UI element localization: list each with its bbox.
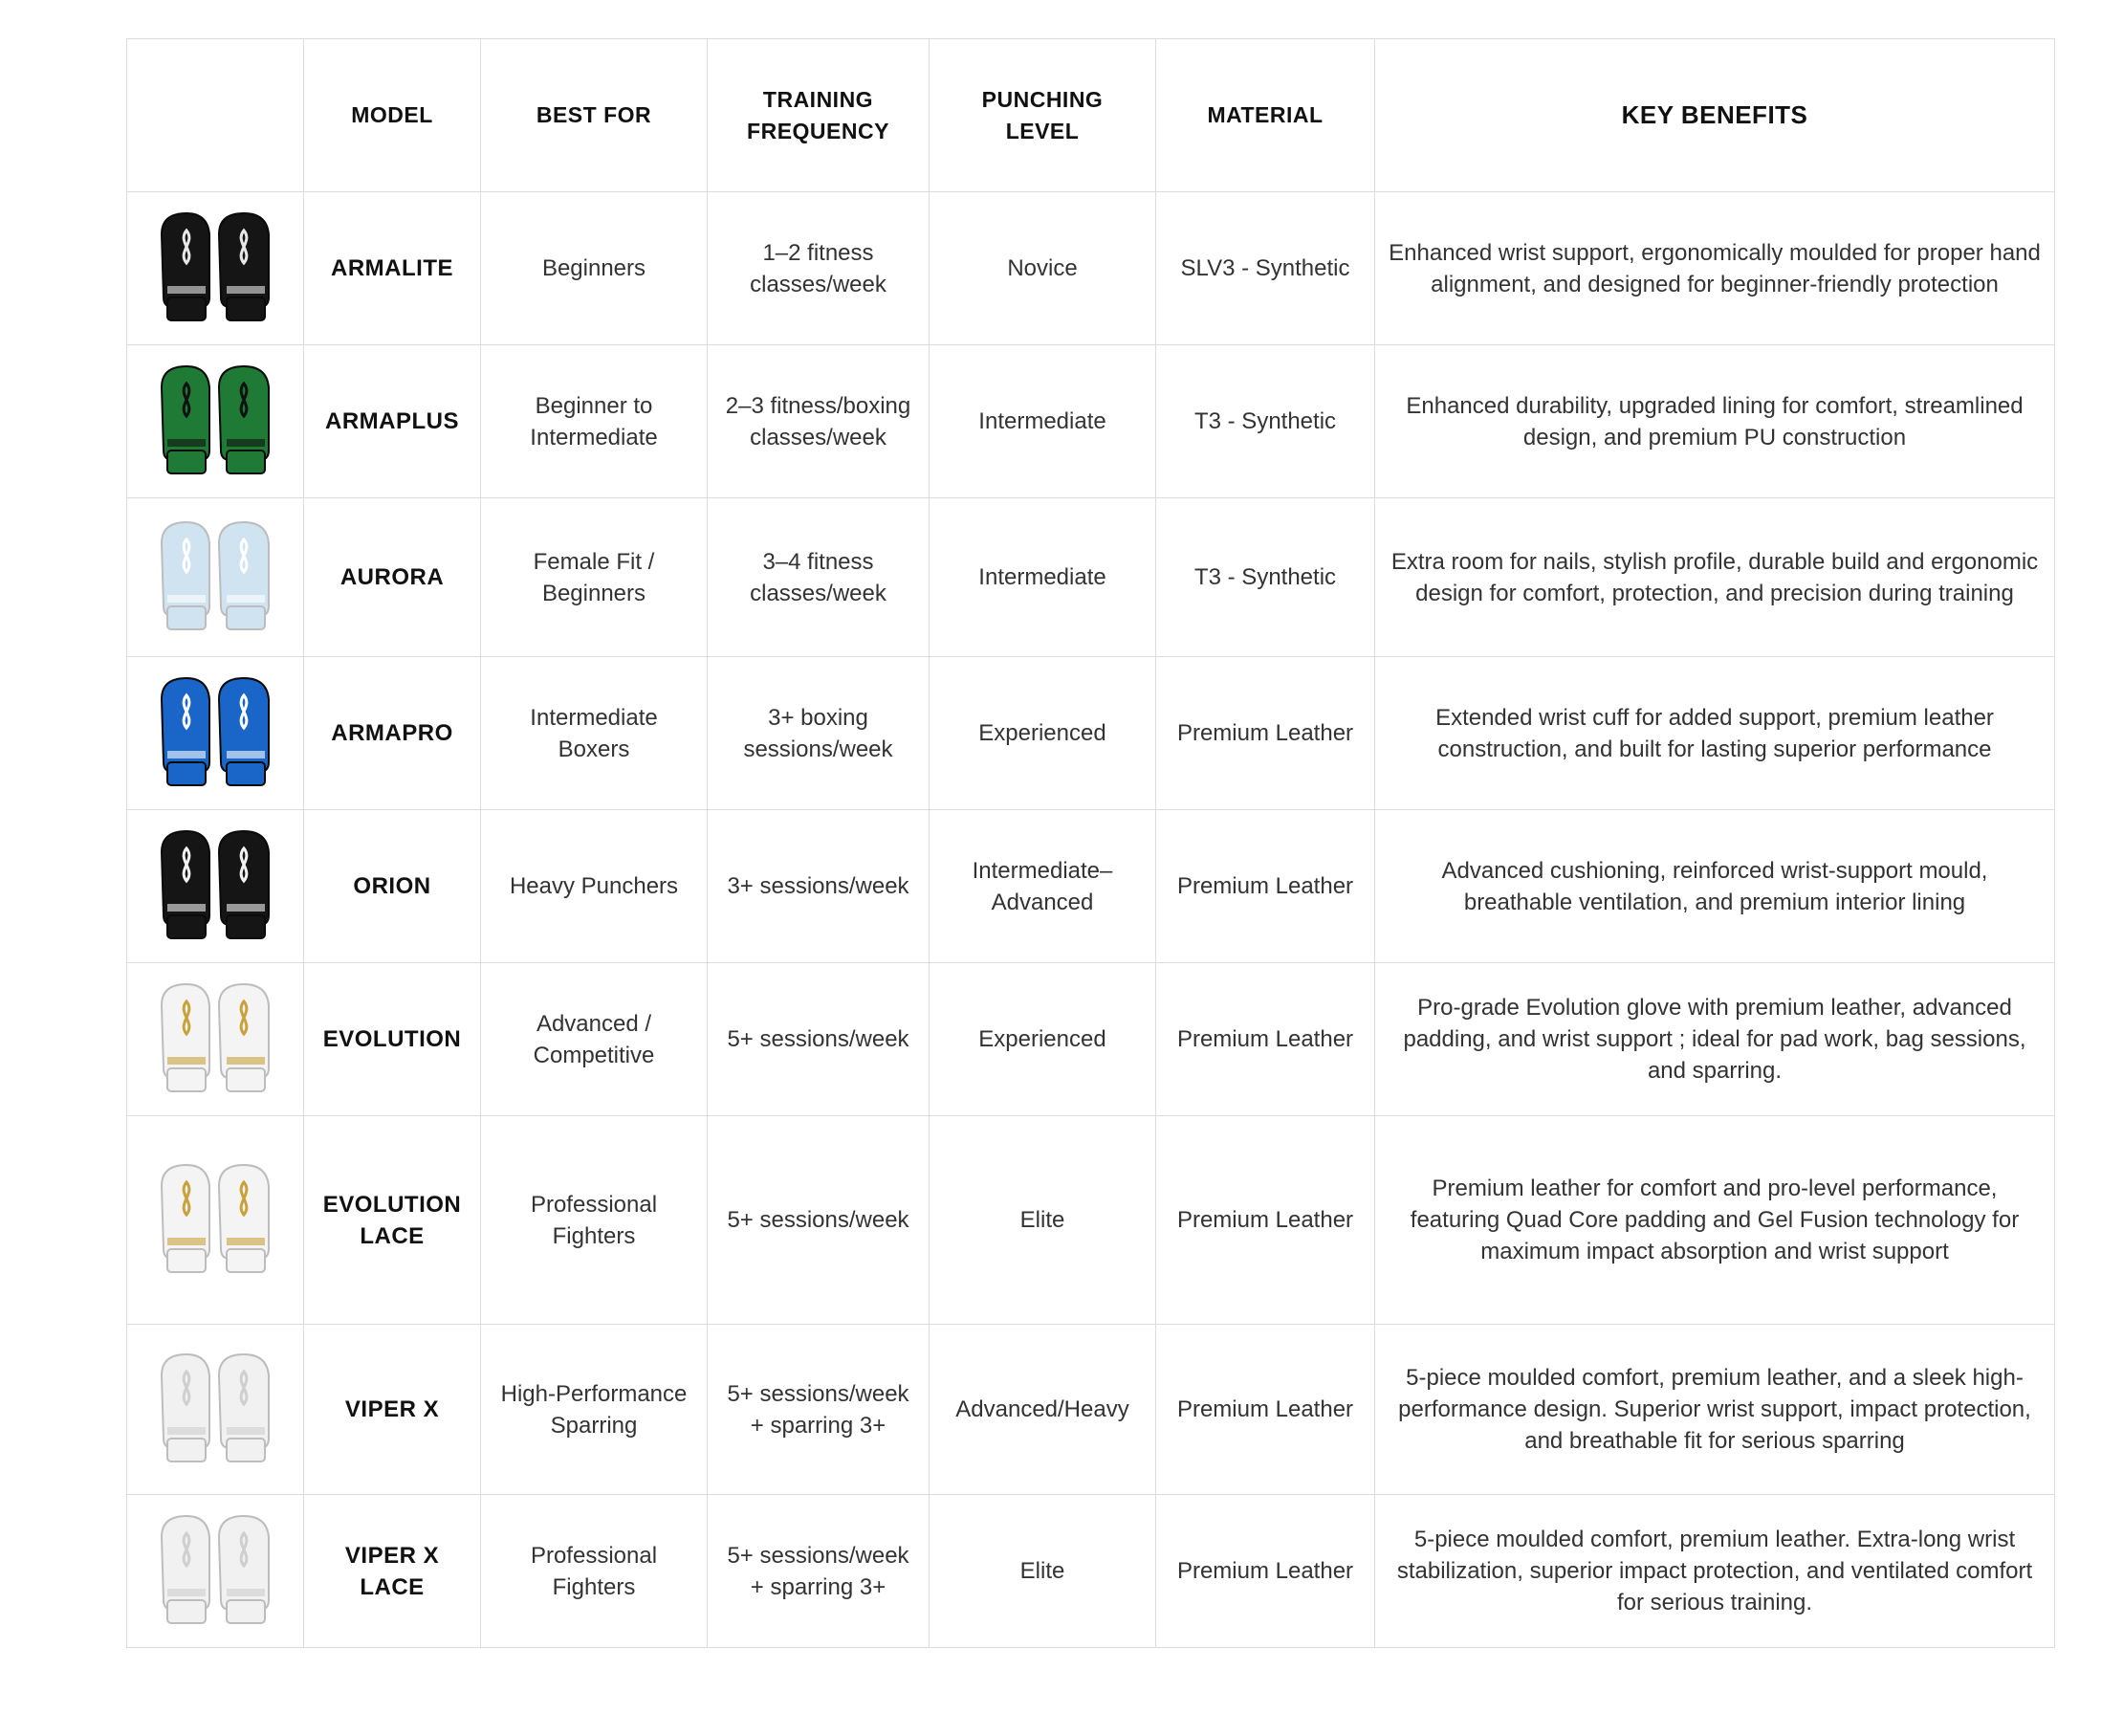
best-for-cell: Intermediate Boxers — [481, 657, 708, 810]
punching-level-cell: Intermediate — [930, 345, 1156, 498]
training-frequency-cell: 3+ boxing sessions/week — [708, 657, 930, 810]
table-row — [127, 963, 2055, 1116]
material-cell: Premium Leather — [1156, 1495, 1375, 1648]
header-key-benefits: KEY BENEFITS — [1375, 39, 2055, 192]
best-for-cell: Professional Fighters — [481, 1495, 708, 1648]
header-row — [127, 39, 2055, 192]
punching-level-cell: Advanced/Heavy — [930, 1325, 1156, 1495]
material-cell: Premium Leather — [1156, 1325, 1375, 1495]
product-image-cell — [127, 345, 304, 498]
boxing-glove-icon — [148, 973, 282, 1107]
key-benefits-cell: 5-piece moulded comfort, premium leather, and a sleek high-performance design. Superior wrist support, impact protection, and breathable fit for serious sparring — [1375, 1325, 2055, 1495]
boxing-glove-icon — [148, 202, 282, 336]
punching-level-cell: Elite — [930, 1495, 1156, 1648]
material-cell: T3 - Synthetic — [1156, 345, 1375, 498]
glove-comparison-table — [126, 38, 2055, 1648]
key-benefits-cell: Pro-grade Evolution glove with premium leather, advanced padding, and wrist support ; ideal for pad work, bag sessions, and sparring. — [1375, 963, 2055, 1116]
boxing-glove-icon — [148, 820, 282, 954]
best-for-cell: Beginner to Intermediate — [481, 345, 708, 498]
boxing-glove-icon — [148, 355, 282, 489]
model-name: EVOLUTION — [304, 963, 481, 1116]
header-model: MODEL — [304, 39, 481, 192]
model-name: ARMAPLUS — [304, 345, 481, 498]
key-benefits-cell: Premium leather for comfort and pro-level performance, featuring Quad Core padding and Gel Fusion technology for maximum impact absorption and wrist support — [1375, 1116, 2055, 1325]
best-for-cell: Professional Fighters — [481, 1116, 708, 1325]
best-for-cell: Advanced / Competitive — [481, 963, 708, 1116]
table-row — [127, 192, 2055, 345]
table-row — [127, 1325, 2055, 1495]
best-for-cell: Beginners — [481, 192, 708, 345]
training-frequency-cell: 5+ sessions/week — [708, 1116, 930, 1325]
model-name: VIPER X — [304, 1325, 481, 1495]
header-image — [127, 39, 304, 192]
model-name: VIPER X LACE — [304, 1495, 481, 1648]
product-image-cell — [127, 810, 304, 963]
product-image-cell — [127, 657, 304, 810]
key-benefits-cell: Extra room for nails, stylish profile, durable build and ergonomic design for comfort, protection, and precision during training — [1375, 498, 2055, 657]
training-frequency-cell: 5+ sessions/week + sparring 3+ — [708, 1325, 930, 1495]
model-name: EVOLUTION LACE — [304, 1116, 481, 1325]
punching-level-cell: Intermediate–Advanced — [930, 810, 1156, 963]
boxing-glove-icon — [148, 667, 282, 801]
punching-level-cell: Experienced — [930, 963, 1156, 1116]
training-frequency-cell: 3–4 fitness classes/week — [708, 498, 930, 657]
table-row — [127, 1495, 2055, 1648]
boxing-glove-icon — [148, 1154, 282, 1287]
material-cell: Premium Leather — [1156, 1116, 1375, 1325]
model-name: ORION — [304, 810, 481, 963]
best-for-cell: High-Performance Sparring — [481, 1325, 708, 1495]
model-name: AURORA — [304, 498, 481, 657]
model-name: ARMAPRO — [304, 657, 481, 810]
model-name: ARMALITE — [304, 192, 481, 345]
product-image-cell — [127, 1116, 304, 1325]
training-frequency-cell: 5+ sessions/week + sparring 3+ — [708, 1495, 930, 1648]
product-image-cell — [127, 1495, 304, 1648]
key-benefits-cell: Extended wrist cuff for added support, premium leather construction, and built for lasting superior performance — [1375, 657, 2055, 810]
product-image-cell — [127, 192, 304, 345]
boxing-glove-icon — [148, 511, 282, 645]
material-cell: Premium Leather — [1156, 810, 1375, 963]
boxing-glove-icon — [148, 1343, 282, 1477]
header-best-for: BEST FOR — [481, 39, 708, 192]
material-cell: T3 - Synthetic — [1156, 498, 1375, 657]
punching-level-cell: Experienced — [930, 657, 1156, 810]
training-frequency-cell: 1–2 fitness classes/week — [708, 192, 930, 345]
material-cell: Premium Leather — [1156, 963, 1375, 1116]
key-benefits-cell: Enhanced durability, upgraded lining for comfort, streamlined design, and premium PU construction — [1375, 345, 2055, 498]
boxing-glove-icon — [148, 1505, 282, 1638]
material-cell: SLV3 - Synthetic — [1156, 192, 1375, 345]
header-punching-level: PUNCHING LEVEL — [930, 39, 1156, 192]
product-image-cell — [127, 963, 304, 1116]
material-cell: Premium Leather — [1156, 657, 1375, 810]
product-image-cell — [127, 1325, 304, 1495]
training-frequency-cell: 3+ sessions/week — [708, 810, 930, 963]
table-row — [127, 810, 2055, 963]
key-benefits-cell: 5-piece moulded comfort, premium leather. Extra-long wrist stabilization, superior impact protection, and ventilated comfort for serious training. — [1375, 1495, 2055, 1648]
training-frequency-cell: 5+ sessions/week — [708, 963, 930, 1116]
key-benefits-cell: Enhanced wrist support, ergonomically moulded for proper hand alignment, and designed for beginner-friendly protection — [1375, 192, 2055, 345]
punching-level-cell: Elite — [930, 1116, 1156, 1325]
training-frequency-cell: 2–3 fitness/boxing classes/week — [708, 345, 930, 498]
punching-level-cell: Intermediate — [930, 498, 1156, 657]
best-for-cell: Heavy Punchers — [481, 810, 708, 963]
table-row — [127, 498, 2055, 657]
table-row — [127, 1116, 2055, 1325]
table-row — [127, 345, 2055, 498]
product-image-cell — [127, 498, 304, 657]
best-for-cell: Female Fit / Beginners — [481, 498, 708, 657]
header-material: MATERIAL — [1156, 39, 1375, 192]
table-row — [127, 657, 2055, 810]
header-training-frequency: TRAINING FREQUENCY — [708, 39, 930, 192]
key-benefits-cell: Advanced cushioning, reinforced wrist-support mould, breathable ventilation, and premium interior lining — [1375, 810, 2055, 963]
punching-level-cell: Novice — [930, 192, 1156, 345]
